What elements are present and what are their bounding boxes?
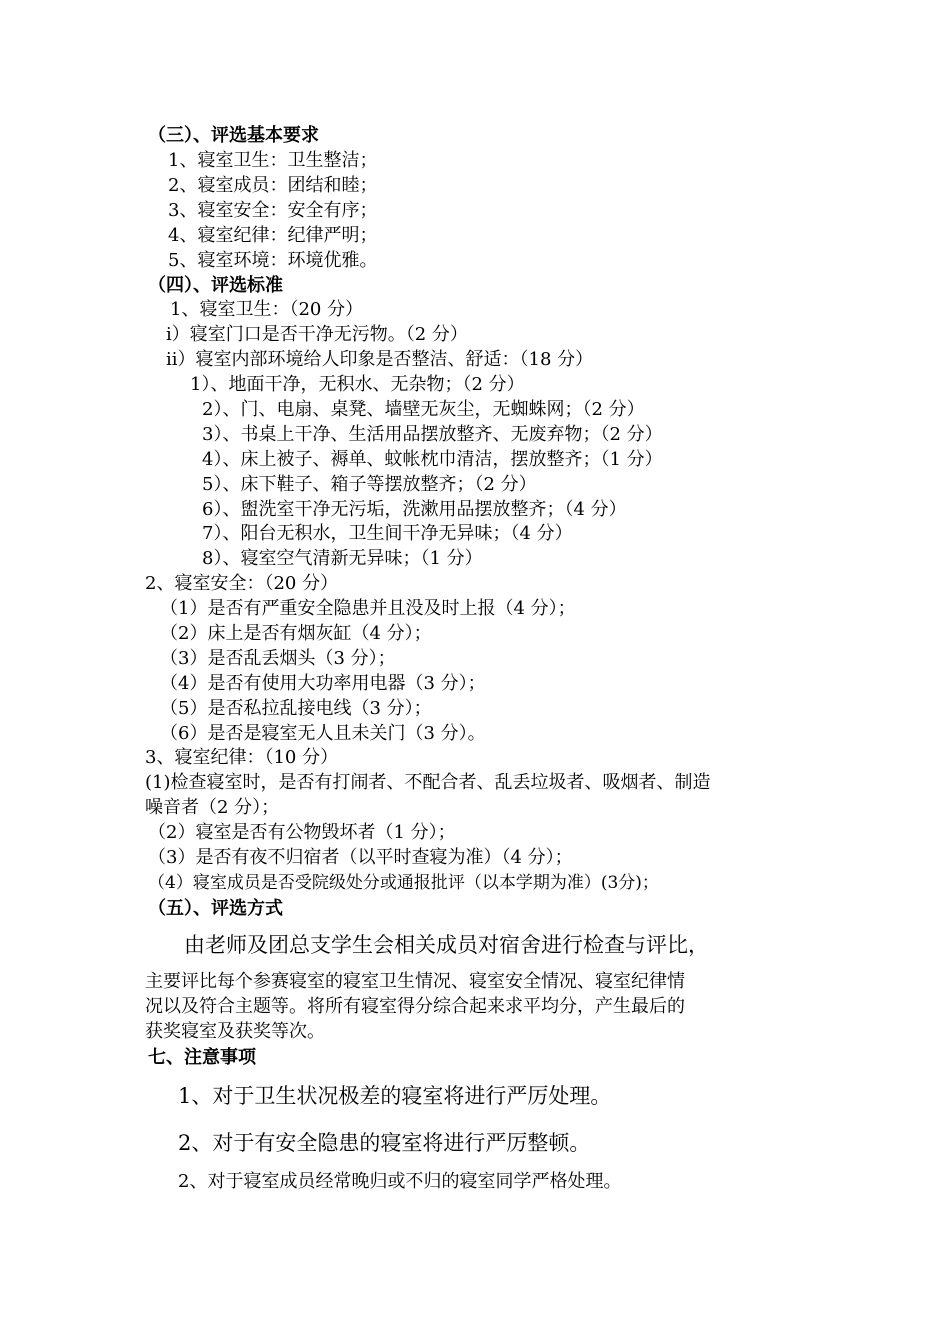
- safety-item: （1）是否有严重安全隐患并且没及时上报（4 分）；: [160, 598, 576, 619]
- section3-heading: （三）、评选基本要求: [148, 125, 319, 146]
- requirement-item: 4、寝室纪律：纪律严明；: [168, 225, 378, 246]
- section5-heading: （五）、评选方式: [148, 898, 283, 919]
- section7-heading: 七、注意事项: [148, 1047, 256, 1068]
- requirement-item: 5、寝室环境：环境优雅。: [168, 250, 378, 271]
- discipline-item: （3）是否有夜不归宿者（以平时查寝为准）（4 分）；: [148, 847, 573, 868]
- requirement-item: 1、寝室卫生：卫生整洁；: [168, 150, 378, 171]
- safety-item: （2）床上是否有烟灰缸（4 分）；: [160, 623, 432, 644]
- hygiene-title: 1、寝室卫生：（20 分）: [170, 299, 364, 320]
- hygiene-item: 5）、床下鞋子、箱子等摆放整齐；（2 分）: [202, 474, 537, 495]
- hygiene-item: 3）、书桌上干净、生活用品摆放整齐、无废弃物；（2 分）: [202, 424, 663, 445]
- hygiene-sub-ii: ii）寝室内部环境给人印象是否整洁、舒适：（18 分）: [166, 349, 594, 370]
- hygiene-item: 2）、门、电扇、桌凳、墙壁无灰尘，无蜘蛛网；（2 分）: [202, 399, 645, 420]
- hygiene-sub-i: i）寝室门口是否干净无污物。（2 分）: [166, 324, 468, 345]
- notice-item: 1、对于卫生状况极差的寝室将进行严厉处理。: [178, 1084, 612, 1108]
- discipline-item: （4）寝室成员是否受院级处分或通报批评（以本学期为准）(3分)；: [148, 873, 659, 893]
- discipline-item: (1)检查寝室时，是否有打闹者、不配合者、乱丢垃圾者、吸烟者、制造: [145, 772, 711, 793]
- hygiene-item: 1）、地面干净，无积水、无杂物；（2 分）: [190, 374, 525, 395]
- requirement-item: 2、寝室成员：团结和睦；: [168, 175, 378, 196]
- hygiene-item: 8）、寝室空气清新无异味；（1 分）: [202, 548, 483, 569]
- safety-item: （5）是否私拉乱接电线（3 分）；: [160, 698, 432, 719]
- method-paragraph-line: 由老师及团总支学生会相关成员对宿舍进行检查与评比，: [184, 933, 709, 957]
- safety-title: 2、寝室安全：（20 分）: [145, 573, 339, 594]
- requirement-item: 3、寝室安全：安全有序；: [168, 200, 378, 221]
- hygiene-item: 6）、盥洗室干净无污垢，洗漱用品摆放整齐；（4 分）: [202, 499, 627, 520]
- discipline-item: （2）寝室是否有公物毁坏者（1 分）；: [148, 822, 456, 843]
- hygiene-item: 7）、阳台无积水，卫生间干净无异味；（4 分）: [202, 523, 573, 544]
- safety-item: （4）是否有使用大功率用电器（3 分）；: [160, 673, 486, 694]
- method-paragraph-line: 获奖寝室及获奖等次。: [145, 1021, 325, 1042]
- discipline-title: 3、寝室纪律：（10 分）: [145, 747, 339, 768]
- notice-item: 2、对于有安全隐患的寝室将进行严厉整顿。: [178, 1131, 591, 1155]
- method-paragraph-line: 主要评比每个参赛寝室的寝室卫生情况、寝室安全情况、寝室纪律情: [145, 971, 685, 992]
- notice-item: 2、对于寝室成员经常晚归或不归的寝室同学严格处理。: [178, 1171, 622, 1192]
- discipline-item-cont: 噪音者（2 分）；: [145, 797, 280, 818]
- method-paragraph-line: 况以及符合主题等。将所有寝室得分综合起来求平均分，产生最后的: [145, 996, 685, 1017]
- section4-heading: （四）、评选标准: [148, 275, 283, 296]
- safety-item: （3）是否乱丢烟头（3 分）；: [160, 648, 396, 669]
- safety-item: （6）是否是寝室无人且未关门（3 分）。: [160, 723, 486, 744]
- hygiene-item: 4）、床上被子、褥单、蚊帐枕巾清洁，摆放整齐；（1 分）: [202, 449, 663, 470]
